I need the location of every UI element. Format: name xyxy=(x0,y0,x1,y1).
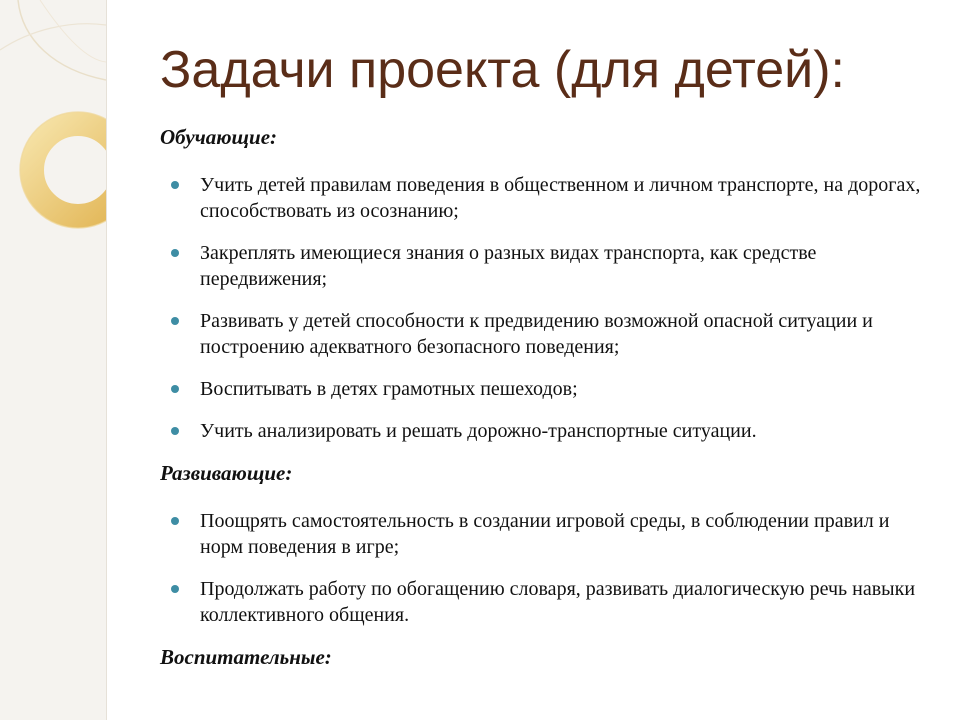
list-item xyxy=(160,508,930,560)
list-item xyxy=(160,576,930,628)
slide-title: Задачи проекта (для детей): xyxy=(160,41,845,99)
list-item-text: Продолжать работу по обогащению словаря, развивать диалогическую речь навыки коллективного общения. xyxy=(200,578,916,626)
bullet-dot-icon xyxy=(171,385,179,393)
list-item xyxy=(160,376,930,402)
list-item xyxy=(160,172,930,224)
bullet-dot-icon xyxy=(171,249,179,257)
list-item xyxy=(160,308,930,360)
learning-task-list xyxy=(160,172,930,444)
list-item-text: Учить детей правилам поведения в общественном и личном транспорте, на дорогах, способствовать из осознанию; xyxy=(200,174,921,222)
developing-task-list xyxy=(160,508,930,628)
section-heading-learning: Обучающие: xyxy=(160,125,278,149)
gold-ring-decoration xyxy=(0,0,106,260)
bullet-dot-icon xyxy=(171,517,179,525)
list-item xyxy=(160,418,930,444)
list-item-text: Учить анализировать и решать дорожно-транспортные ситуации. xyxy=(200,420,757,442)
list-item-text: Воспитывать в детях грамотных пешеходов; xyxy=(200,378,578,400)
bullet-dot-icon xyxy=(171,181,179,189)
bullet-dot-icon xyxy=(171,427,179,435)
slide-content xyxy=(160,124,930,692)
bullet-dot-icon xyxy=(171,317,179,325)
list-item-text: Закреплять имеющиеся знания о разных видах транспорта, как средстве передвижения; xyxy=(200,242,817,290)
list-item-text: Поощрять самостоятельность в создании игровой среды, в соблюдении правил и норм поведения в игре; xyxy=(200,510,890,558)
list-item xyxy=(160,240,930,292)
bullet-dot-icon xyxy=(171,585,179,593)
section-heading-developing: Развивающие: xyxy=(160,461,293,485)
section-heading-educational: Воспитательные: xyxy=(160,645,332,669)
list-item-text: Развивать у детей способности к предвидению возможной опасной ситуации и построению адекватного безопасного поведения; xyxy=(200,310,873,358)
